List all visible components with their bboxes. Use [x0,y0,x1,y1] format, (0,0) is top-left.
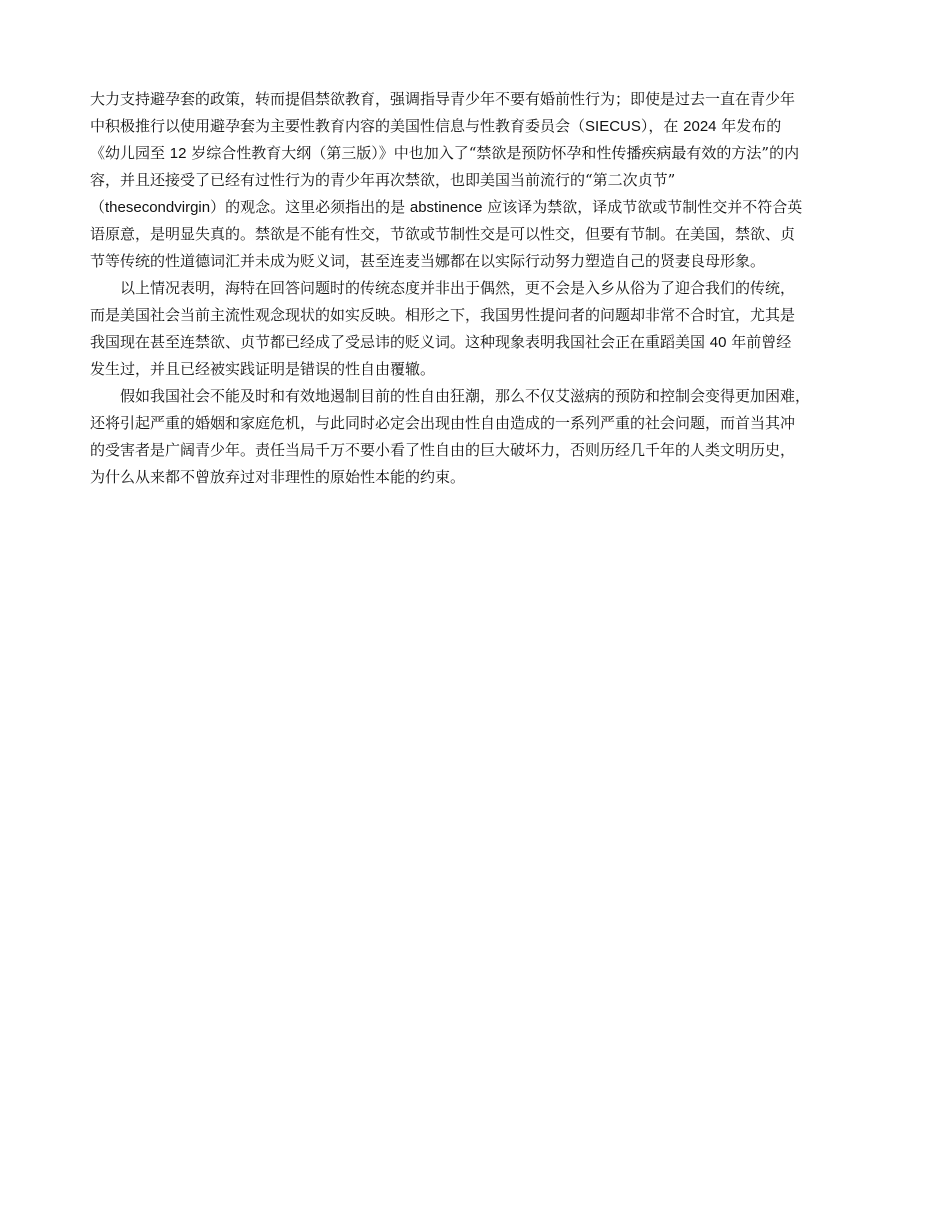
text-line: 为什么从来都不曾放弃过对非理性的原始性本能的约束。 [90,468,466,486]
text-line: 大力支持避孕套的政策，转而提倡禁欲教育，强调指导青少年不要有婚前性行为；即使是过去一直在青少年 [90,90,796,108]
paragraph-2 [90,275,870,302]
text-line: 我国现在甚至连禁欲、贞节都已经成了受忌讳的贬义词。这种现象表明我国社会正在重蹈美国 40 年前曾经 [90,333,792,351]
text-line: 发生过，并且已经被实践证明是错误的性自由覆辙。 [90,360,436,378]
paragraph-2-continued [90,302,870,383]
paragraph-3-continued [90,410,870,491]
text-line: 而是美国社会当前主流性观念现状的如实反映。相形之下，我国男性提问者的问题却非常不合时宜，尤其是 [90,306,796,324]
text-line: 容，并且还接受了已经有过性行为的青少年再次禁欲，也即美国当前流行的“第二次贞节” [90,171,676,189]
text-line: 以上情况表明，海特在回答问题时的传统态度并非出于偶然，更不会是入乡从俗为了迎合我们的传统， [120,279,796,297]
paragraph-1 [90,86,870,275]
document-body [90,86,870,491]
text-line: 假如我国社会不能及时和有效地遏制目前的性自由狂潮，那么不仅艾滋病的预防和控制会变得更加困难， [120,387,811,405]
text-line: 语原意，是明显失真的。禁欲是不能有性交，节欲或节制性交是可以性交，但要有节制。在美国，禁欲、贞 [90,225,796,243]
text-line: 还将引起严重的婚姻和家庭危机，与此同时必定会出现由性自由造成的一系列严重的社会问题，而首当其冲 [90,414,796,432]
text-line: 的受害者是广阔青少年。责任当局千万不要小看了性自由的巨大破坏力，否则历经几千年的人类文明历史， [90,441,796,459]
text-line: 《幼儿园至 12 岁综合性教育大纲（第三版）》中也加入了“禁欲是预防怀孕和性传播疾病最有效的方法”的内 [90,144,800,162]
text-line: 中积极推行以使用避孕套为主要性教育内容的美国性信息与性教育委员会（SIECUS），在 2024 年发布的 [90,117,782,135]
text-line: （thesecondvirgin）的观念。这里必须指出的是 abstinence 应该译为禁欲，译成节欲或节制性交并不符合英 [90,198,803,216]
text-line: 节等传统的性道德词汇并未成为贬义词，甚至连麦当娜都在以实际行动努力塑造自己的贤妻良母形象。 [90,252,766,270]
paragraph-3 [90,383,870,410]
